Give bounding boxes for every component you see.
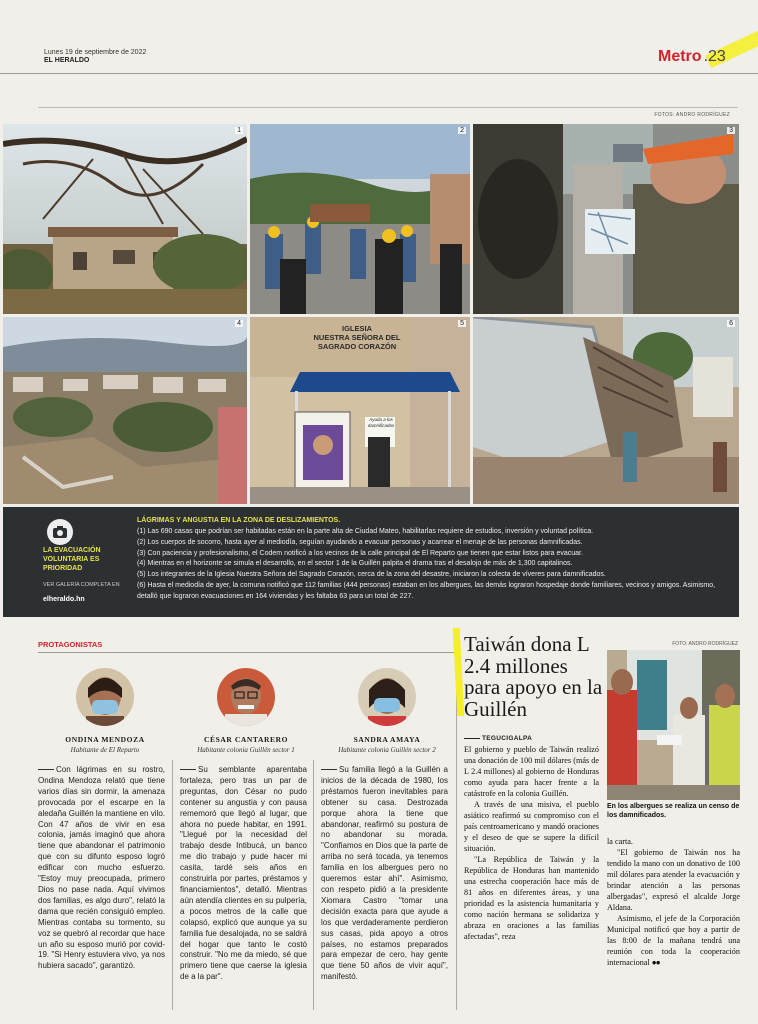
church-sign [302,324,412,351]
church-sign-line: IGLESIA [341,324,372,333]
protagonist-ondina [35,668,175,754]
caption-line: (1) Las 690 casas que podrían ser habitadas están en la parte alta de Ciudad Mateo, habilitarlas requiere de estudios, inversión y voluntad política. [137,528,594,535]
dateline-text: TEGUCIGALPA [482,735,533,742]
donation-poster-text: Ayuda a los damnificados [367,417,395,428]
gallery-label: VER GALERÍA COMPLETA EN [43,582,120,588]
photo-3-codem-map [473,124,739,314]
protagonist-text-ondina [38,765,165,972]
article-dateline [464,735,532,742]
photo-number: 2 [460,127,464,134]
photo-6-image [473,317,739,504]
caption-line: (6) Hasta el mediodía de ayer, la comuna notificó que 112 familias (444 personas) estaban en los albergues, las demás lograron hospedaje donde familiares, vecinos y amigos. Asimismo, detalló que lograron evacuaciones en 164 viviendas y les faltaba 63 para un total de 227. [137,581,716,600]
protagonists-label: PROTAGONISTAS [38,640,103,649]
photo-number: 4 [237,320,241,327]
protagonist-role: Habitante de El Reparto [70,746,140,754]
caption-line: (3) Con paciencia y profesionalismo, el Codem notificó a los vecinos de la calle principal de El Reparto que tienen que estar listos para evacuar. [137,549,583,557]
photo-2-image [250,124,470,314]
photo-4-city-view [3,317,247,504]
section-name: Metro [658,48,702,65]
shelter-photo [607,650,740,800]
protagonist-role: Habitante colonia Guillén sector 1 [197,746,295,754]
caption-line: (2) Los cuerpos de socorro, hasta ayer al mediodía, seguían ayudando a evacuar personas y acarrear el menaje de las personas damnificadas. [137,538,583,546]
gallery-site-link[interactable]: elheraldo.hn [43,596,85,603]
photo-number: 6 [729,320,733,327]
photo-3-image [473,124,739,314]
camera-icon-graphic [47,519,73,545]
article-paragraph: A través de una misiva, el pueblo asiático reafirmó su compromiso con el país centroamericano y mandó oraciones y el deseo de que se supere la difícil situación. [464,800,599,853]
caption-headline: LÁGRIMAS Y ANGUSTIA EN LA ZONA DE DESLIZAMIENTOS. [137,517,341,524]
avatar [76,668,134,726]
protagonist-name: SANDRA AMAYA [353,735,421,744]
protagonist-name: ONDINA MENDOZA [65,735,145,744]
photo-grid [3,124,739,504]
article-column-2 [607,836,740,968]
lead-dash [180,769,196,770]
caption-line: (4) Mientras en el horizonte se simula el desarrollo, en el sector 1 de la Guillén palpita el drama tras el desalojo de más de 1,300 capitalinos. [137,560,573,568]
protagonist-role: Habitante colonia Guillén sector 2 [338,746,436,754]
avatar-image [217,668,275,726]
header-rule-secondary [38,107,738,108]
avatar-image [76,668,134,726]
protagonist-cesar [176,668,316,754]
section-title [658,48,726,66]
article-paragraph-last [607,913,740,968]
photo-credit-top: FOTOS: ANDRO RODRÍGUEZ [654,112,730,118]
photo-6-collapsed-house [473,317,739,504]
photo-number: 1 [237,127,241,134]
protagonist-story: Con lágrimas en su rostro, Ondina Mendoza relató que tiene varios días sin dormir, la amenaza provocada por el escarpe en la aledaña Guillén la mantiene en vilo. Con 47 años de vivir en esa colonia, jamás imaginó que ahora tiene que abandonar el patrimonio que con su difunto esposo logró edificar con mucho esfuerzo. "Estoy muy preocupada, primero Dios no pase nada. Aquí vivimos dos familias, es algo duro", relató la dama que recién consiguió empleo. Mientras contaba su tormento, su voz se quebró al recordar que hace un año su esposo murió por covid-19. "Si Henry estuviera vivo, ya nos hubiera sacado", garantizó. [38,765,165,971]
article-paragraph-text: Asimismo, el jefe de la Corporación Municipal notificó que hoy a partir de las 8:00 de la mañana tendrá una reunión con toda la cooperación internacional [607,914,740,967]
lead-dash [321,769,337,770]
column-rule [313,760,314,1010]
article-paragraph: "La República de Taiwán y la República de Honduras han mantenido una estrecha cooperación hace más de 81 años en diferentes áreas, y una prioridad es la asistencia humanitaria y como nación hermana se solidariza y abraza en oraciones a las familias afectadas", reza [464,855,599,941]
header-rule [0,73,758,74]
end-mark: ●● [651,958,660,967]
newspaper-name: EL HERALDO [44,57,90,64]
article-paragraph: "El gobierno de Taiwán nos ha tendido la mano con un donativo de 100 mil dólares para atender la evacuación y brindar atención a las personas albergadas", expresó el alcalde Jorge Aldana. [607,848,740,912]
protagonist-text-cesar [180,765,307,983]
photo-caption-band [3,507,739,617]
photo-number: 5 [460,320,464,327]
church-sign-line: SAGRADO CORAZÓN [317,342,397,351]
camera-icon [47,519,73,545]
church-sign-line: NUESTRA SEÑORA DEL [313,333,401,342]
masthead [0,0,758,118]
avatar [217,668,275,726]
avatar-image [358,668,416,726]
shelter-photo-image [607,650,740,800]
caption-body [137,527,737,603]
lead-dash [38,769,54,770]
photo-1-image [3,124,247,314]
column-rule [172,760,173,1010]
caption-line: (5) Los integrantes de la Iglesia Nuestra Señora del Sagrado Corazón, cerca de la zona del desastre, iniciaron la colecta de víveres para damnificados. [137,571,606,579]
photo-credit-article: FOTO: ANDRO RODRÍGUEZ [672,641,738,647]
page-number: .23 [703,48,726,65]
protagonist-story: Su familia llegó a la Guillén a inicios de la década de 1980, los préstamos fueron inevitables para obtener su casa. Destrozada porque ahora la tiene que abandonar, reafirmó su postura de no abandonar su morada. "Confiamos en Dios que la parte de arriba no será tocada, ya tenemos familia en los albergues pero no queremos estar ahí". Asimismo, con respeto pidió a la presidente Xiomara Castro "tomar una decisión exacta para que ayude a los que verdaderamente perdieron sus casas, pida apoyo a otros países, no estamos preparados para empezar de cero, hay gente que tiene 50 años de vivir aquí", manifestó. [321,765,448,982]
shelter-photo-caption: En los albergues se realiza un censo de los damnificados. [607,803,740,819]
protagonist-name: CÉSAR CANTARERO [203,735,289,744]
photo-5-church-collection [250,317,470,504]
photo-number: 3 [729,127,733,134]
article-headline: Taiwán dona L 2.4 millones para apoyo en la Guillén [464,632,603,721]
photo-4-image [3,317,247,504]
dateline-rule [464,738,480,739]
protagonists-rule [38,652,456,653]
photo-1-house-under-tree [3,124,247,314]
protagonist-sandra [317,668,457,754]
avatar [358,668,416,726]
article-column-1 [464,744,599,942]
article-paragraph: la carta. [607,837,633,846]
article-paragraph: El gobierno y pueblo de Taiwán realizó una donación de 100 mil dólares (más de L 2.4 millones) al gobierno de Honduras como ayuda para hacer frente a la catástrofe en la colonia Guillén. [464,745,599,798]
sidebar-title: LA EVACUACIÓN VOLUNTARIA ES PRIORIDAD [43,547,101,572]
photo-2-rescue-workers [250,124,470,314]
issue-date: Lunes 19 de septiembre de 2022 [44,49,147,56]
protagonist-story: Su semblante aparentaba fortaleza, pero tras un par de preguntas, don César no pudo contener su angustia y con pausa rememoró que llegó al lugar, que ahora no puede habitar, en 1991. "Llegué por la necesidad del trabajo desde Intibucá, un banco me dio trabajo y pude hacer mi casita, tardé seis años en construirla por partes, préstamos y financiamientos", detalló. Mientras aún atendía clientes en su pulpería, a pocos metros de la calle que colapsó, explicó que aunque ya su familia fue desalojada, no se saldrá del hogar que tanto le costó construir. "No me da miedo, sé que primero tiene que caerse la iglesia de a la par". [180,765,307,982]
protagonist-text-sandra [321,765,448,983]
